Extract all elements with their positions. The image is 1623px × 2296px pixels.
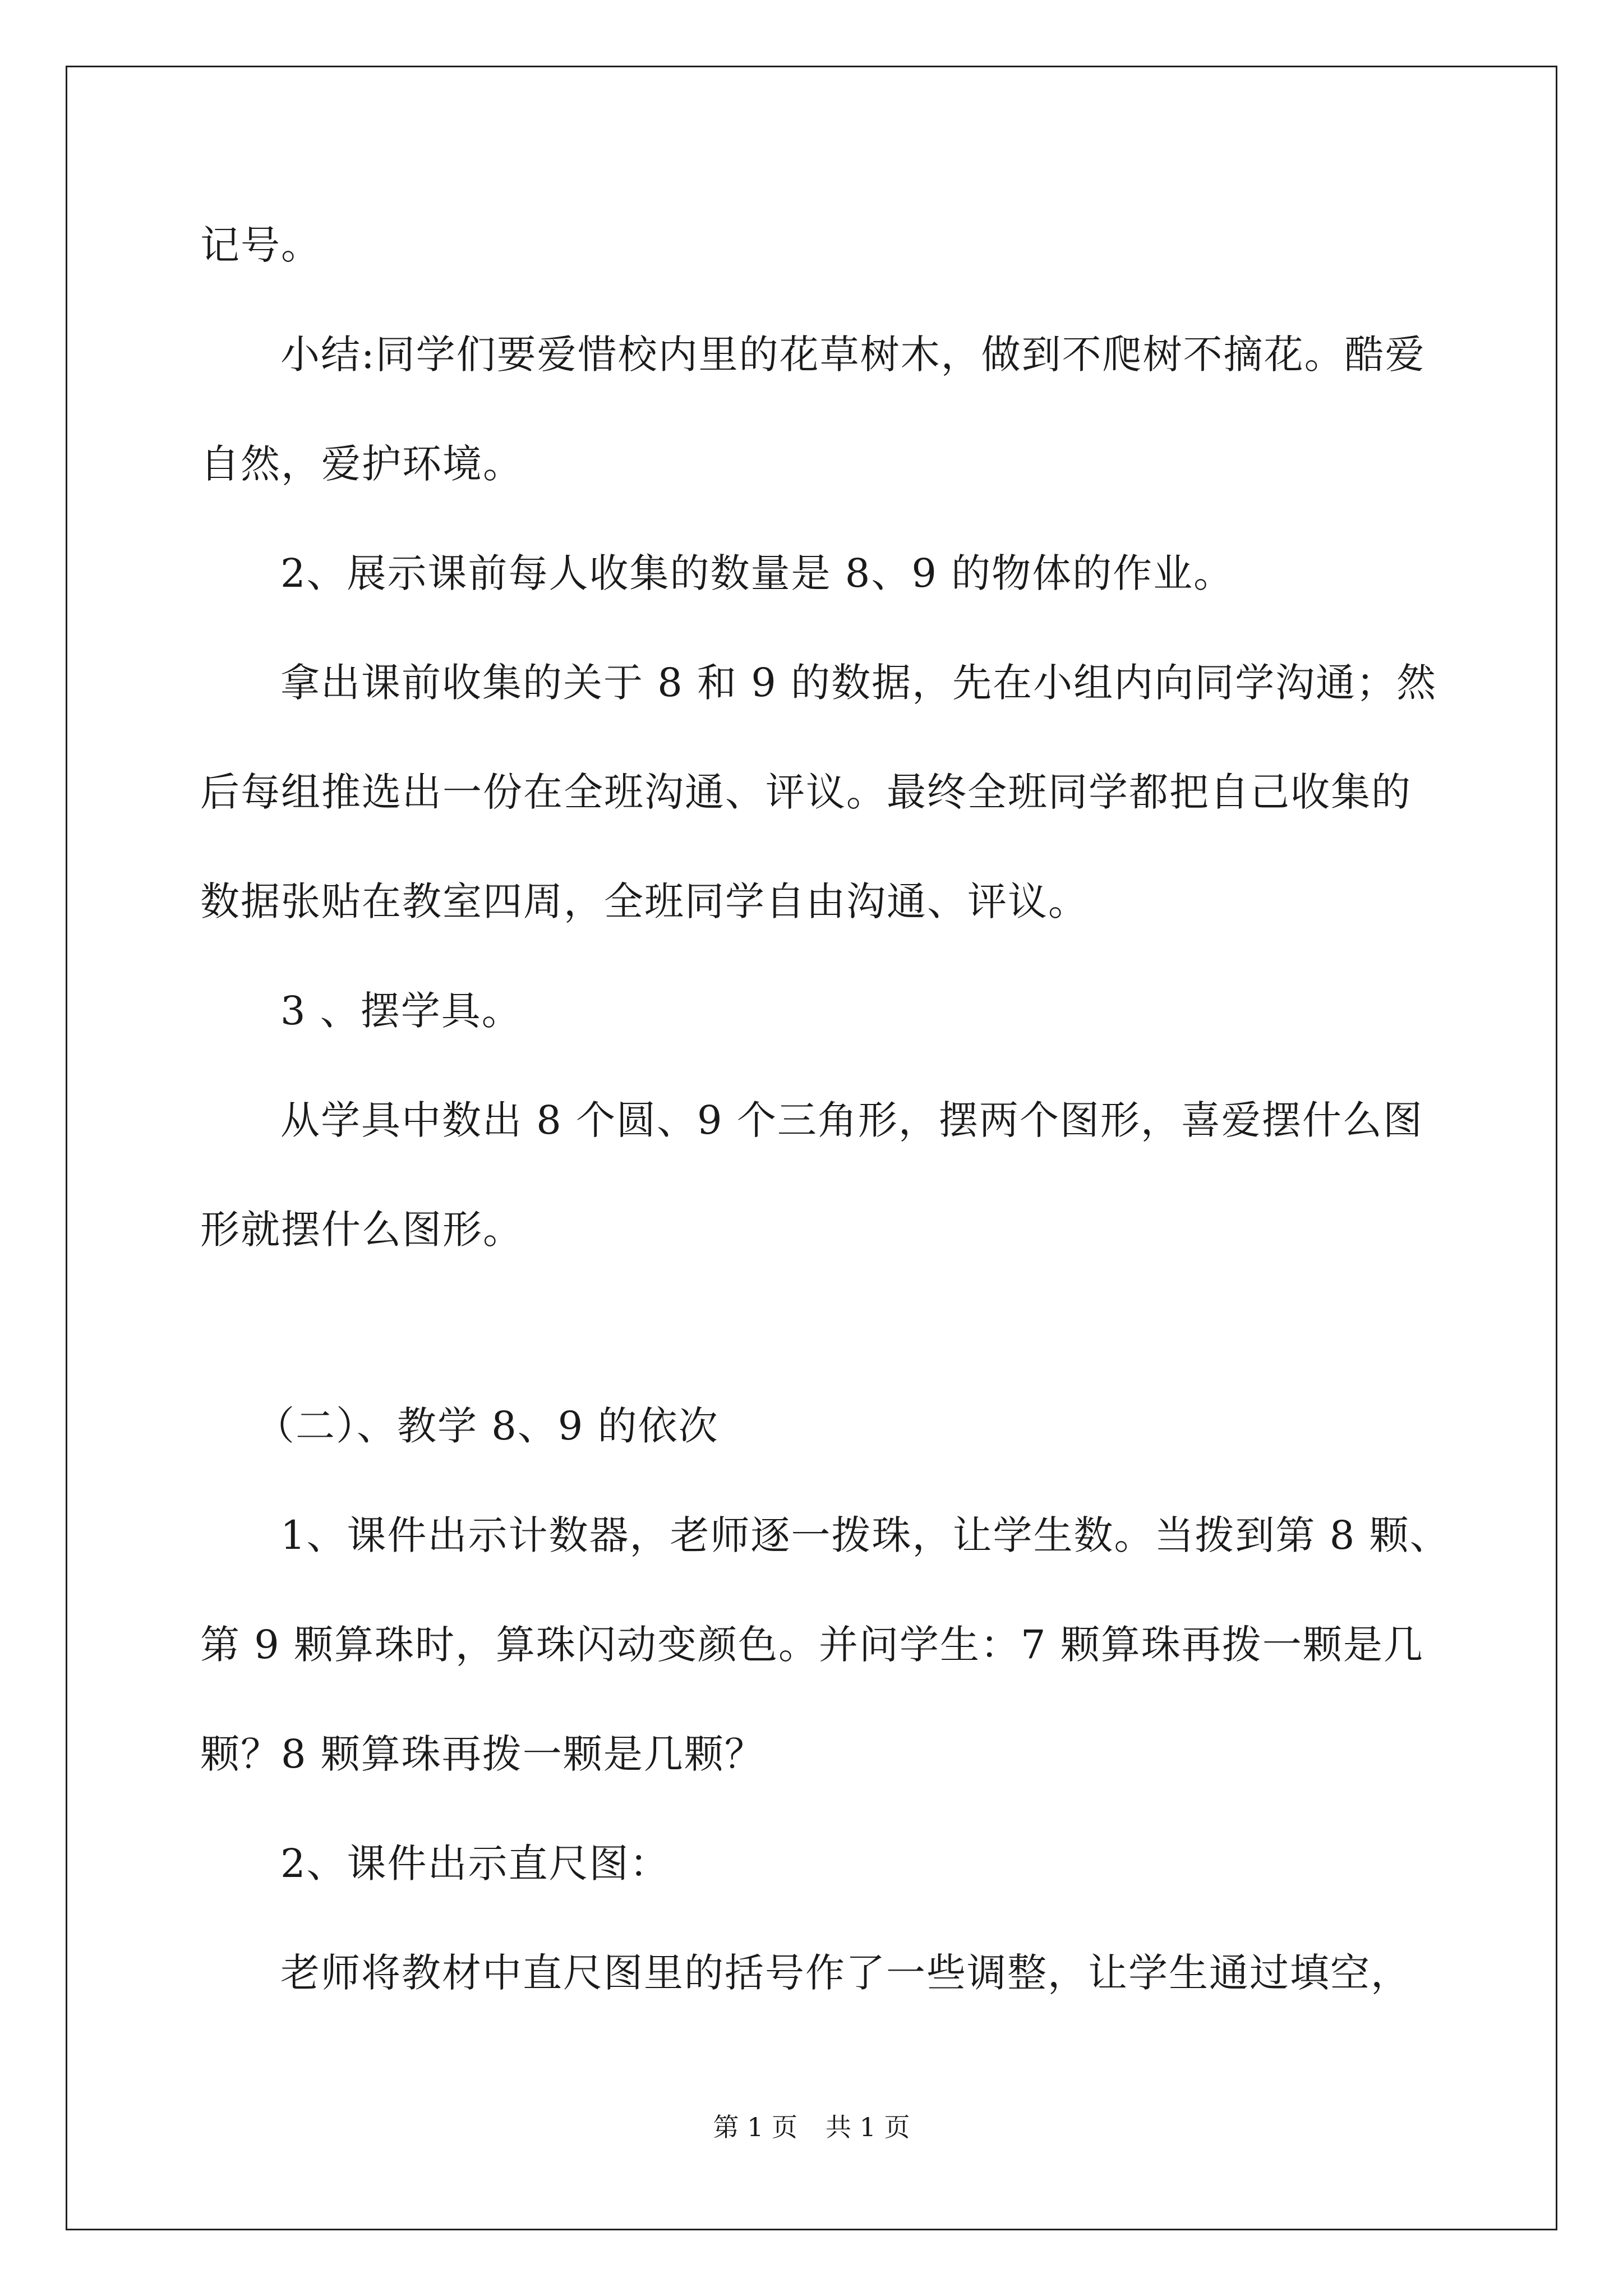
text-line-2: 小结:同学们要爱惜校内里的花草树木，做到不爬树不摘花。酷爱	[280, 332, 1426, 378]
footer-total-pages: 共 1 页	[826, 2112, 910, 2142]
text-line-6: 后每组推选出一份在全班沟通、评议。最终全班同学都把自己收集的	[200, 769, 1412, 815]
section-heading: （二）、教学 8、9 的依次	[255, 1403, 719, 1449]
text-line-3: 自然，爱护环境。	[200, 441, 523, 487]
text-line-16: 老师将教材中直尺图里的括号作了一些调整，让学生通过填空，	[280, 1950, 1411, 1996]
footer-page-number: 第 1 页	[713, 2112, 797, 2142]
page-border	[66, 66, 1557, 2230]
page-footer	[0, 2110, 1623, 2144]
text-line-7: 数据张贴在教室四周，全班同学自由沟通、评议。	[200, 878, 1089, 924]
text-line-4: 2、展示课前每人收集的数量是 8、9 的物体的作业。	[280, 550, 1234, 596]
text-line-12: 1、课件出示计数器，老师逐一拨珠，让学生数。当拨到第 8 颗、	[280, 1512, 1450, 1558]
text-line-10: 形就摆什么图形。	[200, 1207, 523, 1253]
text-line-13: 第 9 颗算珠时，算珠闪动变颜色。并问学生：7 颗算珠再拨一颗是几	[200, 1622, 1424, 1668]
text-line-9: 从学具中数出 8 个圆、9 个三角形，摆两个图形，喜爱摆什么图	[280, 1097, 1423, 1143]
text-line-14: 颗？8 颗算珠再拨一颗是几颗？	[200, 1731, 765, 1777]
text-line-15: 2、课件出示直尺图：	[280, 1841, 670, 1887]
text-line-8: 3 、摆学具。	[280, 988, 522, 1034]
text-line-5: 拿出课前收集的关于 8 和 9 的数据，先在小组内向同学沟通；然	[280, 660, 1437, 706]
text-line-1: 记号。	[200, 222, 321, 268]
